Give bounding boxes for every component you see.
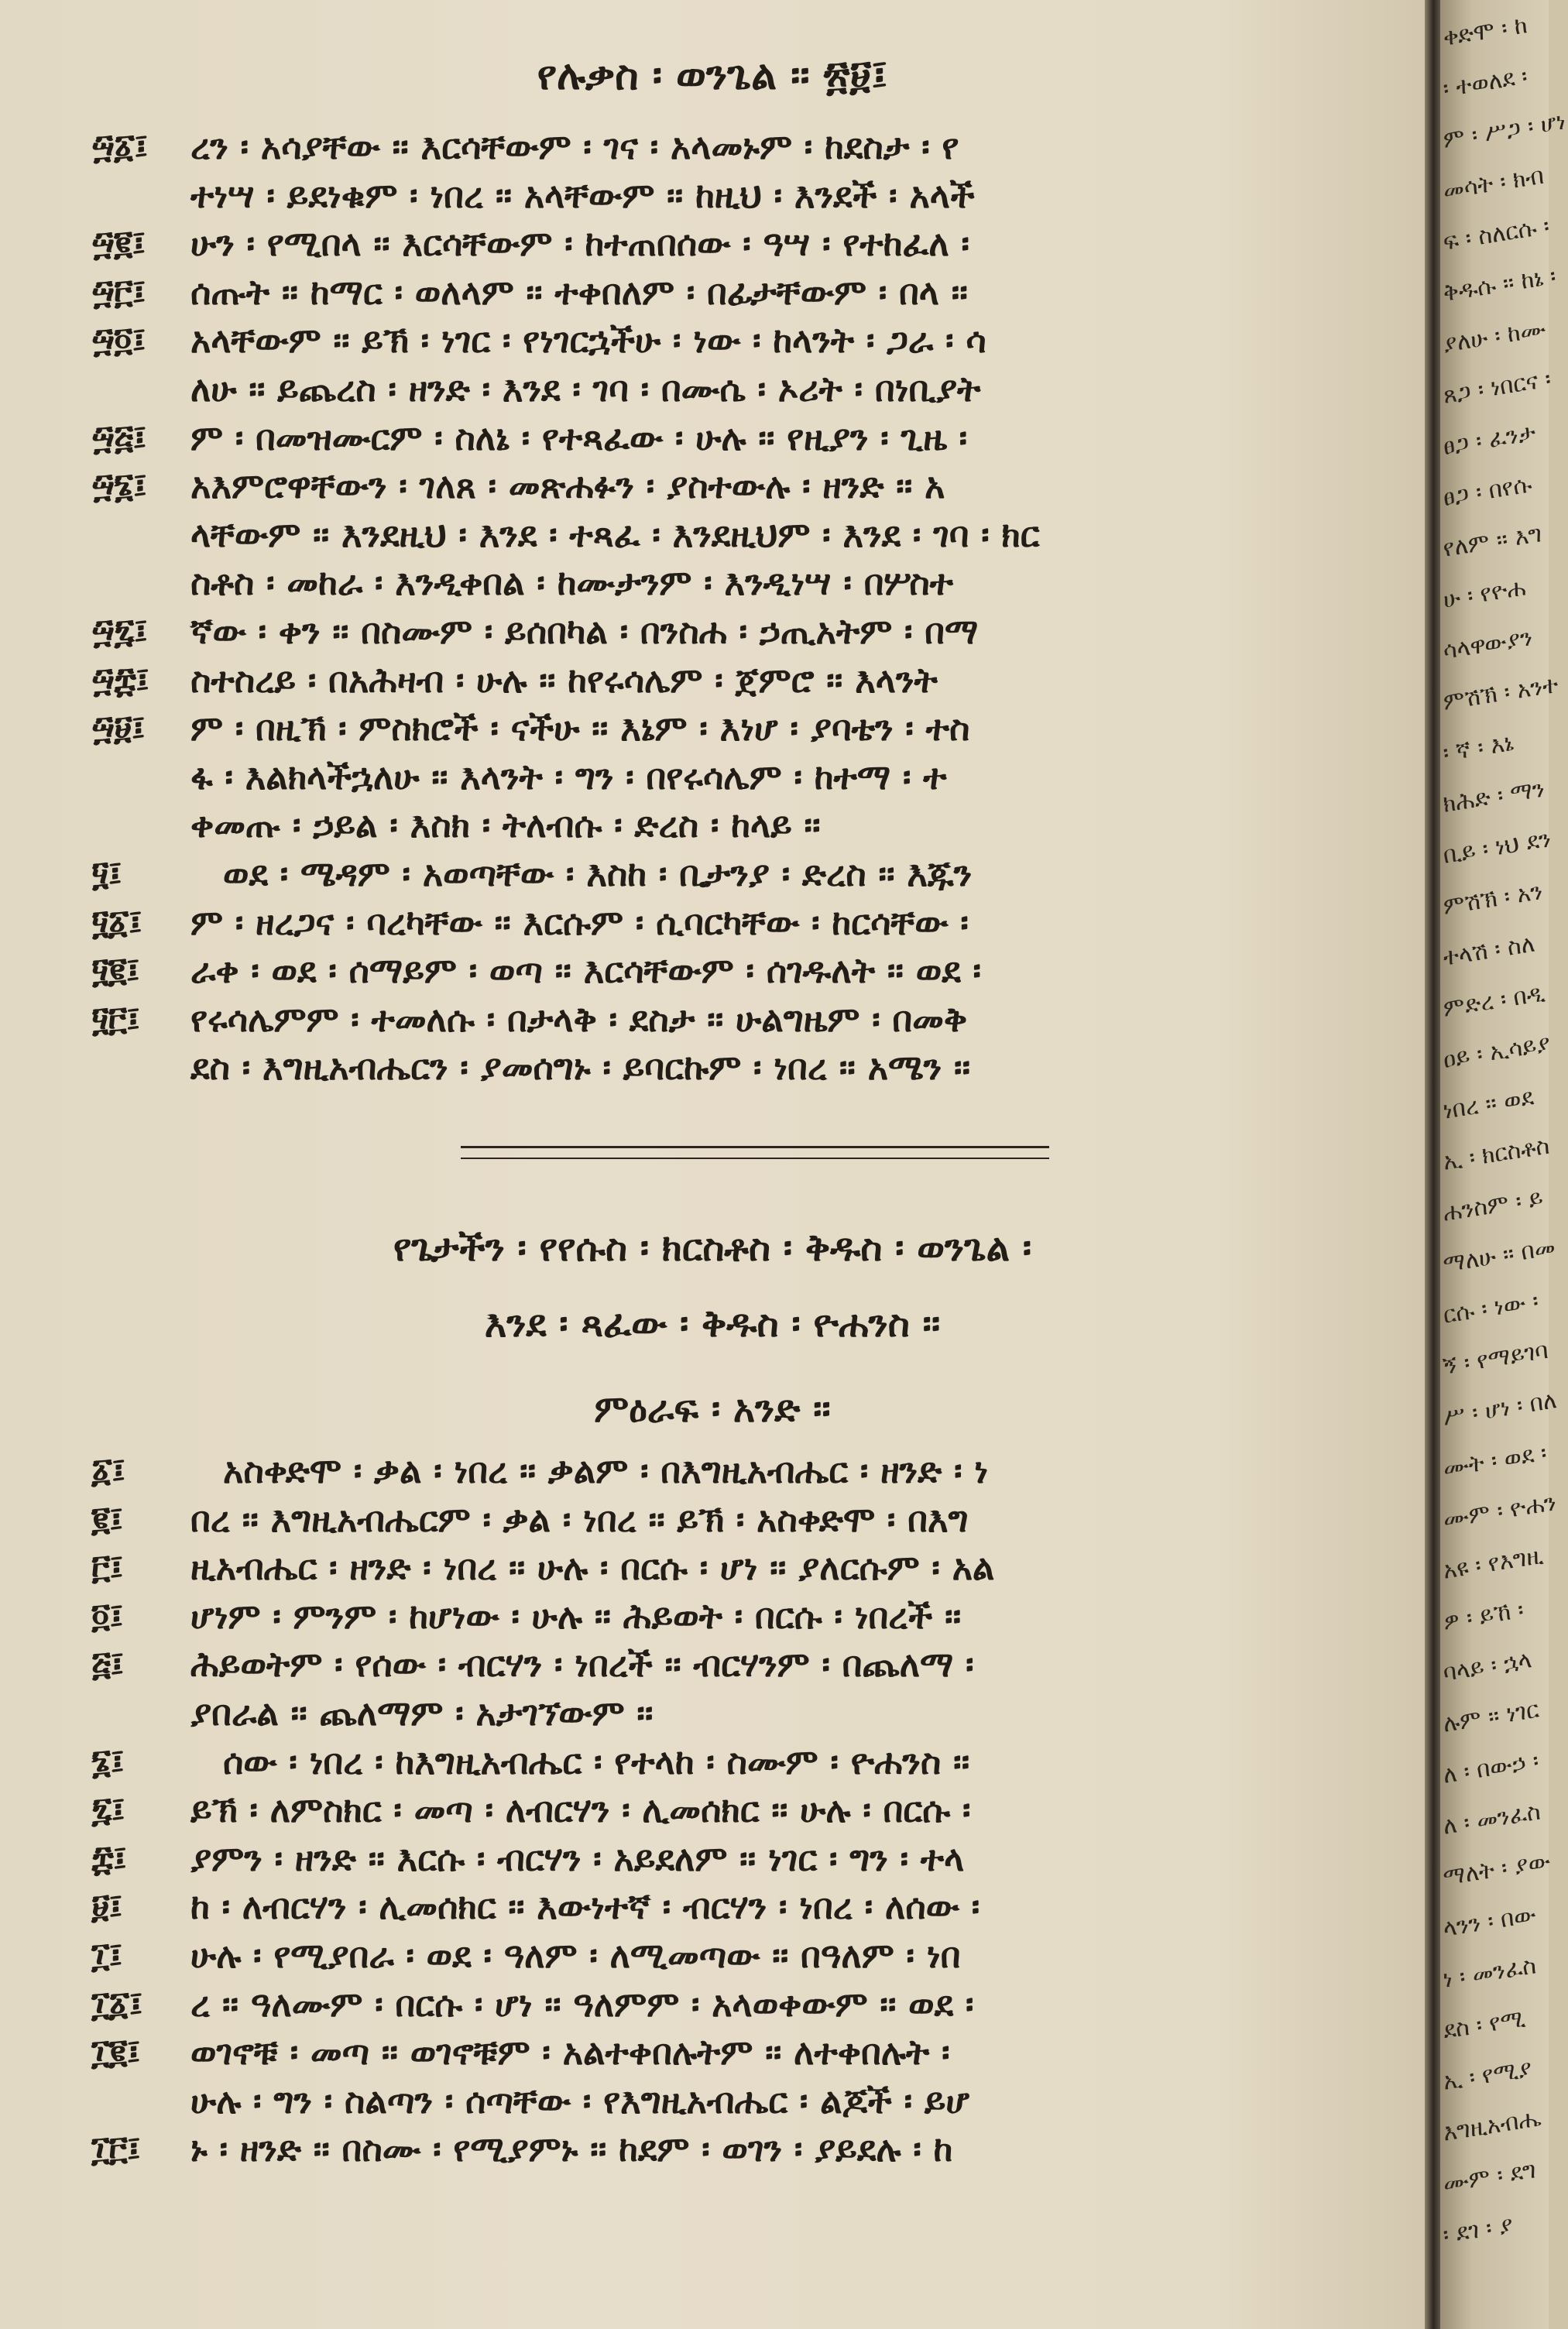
verse-text: ይኽ ፡ ለምስክር ፡ መጣ ፡ ለብርሃን ፡ ሊመሰክር ፡፡ ሁሉ ፡ በርሱ ፡ bbox=[190, 1789, 971, 1831]
facing-page-fragment: ፡ ተወለደ ፡ bbox=[1441, 63, 1530, 103]
verse-number: ፲፩፤ bbox=[91, 1984, 142, 2024]
verse-number: ፶፤ bbox=[91, 854, 122, 894]
verse-number: ፵፱፤ bbox=[91, 708, 145, 749]
facing-page-fragment: አዩ ፡ የእግዚ bbox=[1441, 1542, 1546, 1585]
verse-number: ፬፤ bbox=[91, 1596, 123, 1636]
facing-page-fragment: ሳላዋውያን bbox=[1441, 624, 1535, 665]
verse-text: ለሁ ፡፡ ይጨረስ ፡ ዘንድ ፡ እንደ ፡ ገባ ፡ በሙሴ ፡ ኦሪት ፡ በነቢያት bbox=[190, 369, 981, 410]
facing-page-fragment: ደስ ፡ የሚ bbox=[1441, 2005, 1528, 2045]
facing-page-fragment: ዐይ ፡ ኢሳይያ bbox=[1441, 1030, 1553, 1074]
facing-page-fragment: እግዚአብሔ bbox=[1441, 2104, 1543, 2147]
verse-text: ራቀ ፡ ወደ ፡ ሰማይም ፡ ወጣ ፡፡ እርሳቸውም ፡ ሰገዱለት ፡፡ ወደ ፡ bbox=[190, 950, 982, 992]
verse-number: ፵፰፤ bbox=[91, 660, 149, 700]
facing-page-fragment: ኢ ፡ ክርስቶስ bbox=[1441, 1132, 1552, 1176]
facing-page-fragment: ቢይ ፡ ነህ ደን bbox=[1441, 825, 1553, 870]
verse-number: ፮፤ bbox=[91, 1741, 124, 1782]
verse-text: ዚአብሔር ፡ ዘንድ ፡ ነበረ ፡፡ ሁሉ ፡ በርሱ ፡ ሆነ ፡፡ ያለርሱም ፡ አል bbox=[190, 1547, 995, 1589]
facing-page-fragment: ም ፡ ሥጋ ፡ ሆነ bbox=[1441, 108, 1568, 154]
chapter-title: ምዕራፍ ፡ አንድ ፡፡ bbox=[594, 1387, 831, 1431]
verse-number: ፵፩፤ bbox=[91, 127, 148, 166]
verse-text: ያበራል ፡፡ ጨለማም ፡ አታገኘውም ፡፡ bbox=[190, 1693, 654, 1734]
verse-number: ፵፯፤ bbox=[91, 612, 147, 651]
verse-text: ወገኖቹ ፡ መጣ ፡፡ ወገኖቹም ፡ አልተቀበሉትም ፡፡ ለተቀበሉት ፡ bbox=[190, 2032, 950, 2073]
verse-number: ፭፤ bbox=[91, 1645, 124, 1685]
verse-text: ስተስረይ ፡ በአሕዛብ ፡ ሁሉ ፡፡ ከየሩሳሌም ፡ ጀምሮ ፡፡ እላንት bbox=[190, 659, 938, 701]
facing-page-fragment: ክሕድ ፡ ማን bbox=[1441, 775, 1547, 818]
verse-text: ሆነም ፡ ምንም ፡ ከሆነው ፡ ሁሉ ፡፡ ሕይወት ፡ በርሱ ፡ ነበረች ፡፡ bbox=[190, 1595, 962, 1637]
verse-number: ፲፤ bbox=[91, 1936, 122, 1975]
verse-number bbox=[91, 365, 172, 414]
verse-number: ፶፫፤ bbox=[91, 999, 139, 1039]
verse-text: ወደ ፡ ሜዳም ፡ አወጣቸው ፡ እስከ ፡ ቢታንያ ፡ ድረስ ፡፡ እጁን bbox=[223, 853, 973, 894]
facing-page-edge bbox=[1440, 0, 1568, 2329]
verse-text: ም ፡ በዚኽ ፡ ምስክሮች ፡ ናችሁ ፡፡ እኔም ፡ እነሆ ፡ ያባቴን ፡ ተስ bbox=[190, 708, 970, 749]
facing-page-fragment: የለም ፡፡ እግ bbox=[1441, 520, 1544, 563]
section-divider bbox=[461, 1146, 1049, 1159]
verse-number: ፲፪፤ bbox=[91, 2032, 140, 2073]
verse-text: ሁን ፡ የሚበላ ፡፡ እርሳቸውም ፡ ከተጠበሰው ፡ ዓሣ ፡ የተከፈለ ፡ bbox=[190, 223, 970, 265]
facing-page-fragment: ፡ ኛ ፡ እኔ bbox=[1441, 729, 1516, 767]
facing-page-fragment: ፀጋ ፡ ፈንታ bbox=[1441, 419, 1538, 461]
facing-page-fragment: ሙም ፡ ደግ bbox=[1441, 2156, 1539, 2198]
verse-text: ሁሉ ፡ ግን ፡ ስልጣን ፡ ሰጣቸው ፡ የእግዚአብሔር ፡ ልጆች ፡ ይሆ bbox=[190, 2080, 970, 2121]
facing-page-fragment: ኝ ፡ የማይገባ bbox=[1441, 1336, 1550, 1381]
verse-number: ፵፫፤ bbox=[91, 272, 146, 312]
verse-text: ከ ፡ ለብርሃን ፡ ሊመሰክር ፡፡ እውነተኛ ፡ ብርሃን ፡ ነበረ ፡ ለሰው ፡ bbox=[190, 1886, 980, 1928]
verse-text: ረ ፡፡ ዓለሙም ፡ በርሱ ፡ ሆነ ፡፡ ዓለምም ፡ አላወቀውም ፡፡ ወደ ፡ bbox=[190, 1983, 974, 2025]
verse-text: ሕይወትም ፡ የሰው ፡ ብርሃን ፡ ነበረች ፡፡ ብርሃንም ፡ በጨለማ ፡ bbox=[190, 1644, 974, 1686]
verse-text: ቀመጡ ፡ ኃይል ፡ እስክ ፡ ትለብሱ ፡ ድረስ ፡ ከላይ ፡፡ bbox=[190, 804, 821, 846]
verse-number bbox=[91, 753, 172, 802]
facing-page-fragment: ላንን ፡ በው bbox=[1441, 1901, 1539, 1943]
facing-page-fragment: ባላይ ፡ ኋላ bbox=[1441, 1646, 1534, 1687]
verse-text: አላቸውም ፡፡ ይኽ ፡ ነገር ፡ የነገርኋችሁ ፡ ነው ፡ ከላንት ፡ ጋራ ፡ ሳ bbox=[190, 320, 986, 362]
verse-text: ም ፡ ዘረጋና ፡ ባረካቸው ፡፡ እርሱም ፡ ሲባርካቸው ፡ ከርሳቸው ፡ bbox=[190, 901, 969, 943]
facing-page-fragment: ሁ ፡ የዮሐ bbox=[1441, 574, 1528, 614]
verse-text: ደስ ፡ እግዚአብሔርን ፡ ያመሰግኑ ፡ ይባርኩም ፡ ነበረ ፡፡ አሜን ፡፡ bbox=[190, 1047, 971, 1089]
facing-page-fragment: ሉም ፡፡ ነገር bbox=[1441, 1696, 1542, 1738]
verse-number: ፫፤ bbox=[91, 1548, 123, 1588]
verse-text: ተነሣ ፡ ይደነቁም ፡ ነበረ ፡፡ አላቸውም ፡፡ ከዚህ ፡ እንደች ፡ አላች bbox=[190, 174, 975, 216]
verse-number: ፵፮፤ bbox=[91, 466, 146, 506]
facing-page-fragment: ርሱ ፡ ነው ፡ bbox=[1441, 1287, 1541, 1329]
verse-number bbox=[91, 171, 172, 221]
facing-page-fragment: ቀድሞ ፡ ከ bbox=[1441, 12, 1529, 52]
verse-text: ኛው ፡ ቀን ፡፡ በስሙም ፡ ይሰበካል ፡ በንስሐ ፡ ኃጢአትም ፡ በማ bbox=[190, 611, 979, 652]
facing-page-fragment: ቅዱሱ ፡፡ ከኔ ፡ bbox=[1441, 262, 1558, 307]
book-subtitle: እንደ ፡ ጻፈው ፡ ቅዱስ ፡ ዮሐንስ ፡፡ bbox=[484, 1302, 941, 1346]
verse-text: ላቸውም ፡፡ እንደዚህ ፡ እንደ ፡ ተጻፈ ፡ እንደዚህም ፡ እንደ ፡ ገባ ፡ ክር bbox=[190, 513, 1040, 555]
facing-page-fragment: ምድረ ፡ በዲ bbox=[1441, 979, 1547, 1023]
verse-text: ፋ ፡ እልክላችኋለሁ ፡፡ እላንት ፡ ግን ፡ በየሩሳሌም ፡ ከተማ ፡ ተ bbox=[190, 756, 947, 797]
verse-text: ሰው ፡ ነበረ ፡ ከእግዚአብሔር ፡ የተላከ ፡ ስሙም ፡ ዮሐንስ ፡፡ bbox=[223, 1741, 970, 1782]
verse-text: ሁሉ ፡ የሚያበራ ፡ ወደ ፡ ዓለም ፡ ለሚመጣው ፡፡ በዓለም ፡ ነበ bbox=[190, 1935, 961, 1976]
facing-page-fragment: ፡ ደገ ፡ ያ bbox=[1441, 2211, 1515, 2249]
verse-text: ያምን ፡ ዘንድ ፡፡ እርሱ ፡ ብርሃን ፡ አይደለም ፡፡ ነገር ፡ ግን ፡ ተላ bbox=[190, 1837, 965, 1879]
verse-number: ፵፪፤ bbox=[91, 224, 146, 264]
verse-number: ፯፤ bbox=[91, 1790, 125, 1830]
verse-number: ፰፤ bbox=[91, 1838, 126, 1878]
verse-text: በረ ፡፡ እግዚአብሔርም ፡ ቃል ፡ ነበረ ፡፡ ይኽ ፡ አስቀድሞ ፡ በእግ bbox=[190, 1498, 969, 1540]
facing-page-fragment: ነበረ ፡፡ ወደ bbox=[1441, 1083, 1536, 1125]
verse-number bbox=[91, 510, 172, 560]
facing-page-fragment: ፍ ፡ ስለርሱ ፡ bbox=[1441, 212, 1552, 256]
verse-number bbox=[91, 2077, 172, 2126]
facing-page-fragment: ነ ፡ መንፈስ bbox=[1441, 1952, 1539, 1994]
verse-number bbox=[91, 558, 172, 608]
verse-number: ፵፭፤ bbox=[91, 417, 146, 458]
verse-text: ስቶስ ፡ መከራ ፡ እንዲቀበል ፡ ከሙታንም ፡ እንዲነሣ ፡ በሦስተ bbox=[190, 562, 953, 604]
facing-page-fragment: ማለሁ ፡፡ በመ bbox=[1441, 1233, 1558, 1278]
verse-text: ረን ፡ አሳያቸው ፡፡ እርሳቸውም ፡ ገና ፡ አላመኑም ፡ ከደስታ ፡ የ bbox=[190, 126, 959, 167]
verse-number: ፵፬፤ bbox=[91, 321, 146, 361]
verse-number bbox=[91, 1043, 172, 1092]
verse-number: ፩፤ bbox=[91, 1451, 125, 1490]
running-head: የሉቃስ ፡ ወንጌል ፡፡ ፳፱፤ bbox=[537, 53, 888, 99]
verse-text: አስቀድሞ ፡ ቃል ፡ ነበረ ፡፡ ቃልም ፡ በእግዚአብሔር ፡ ዘንድ ፡ ነ bbox=[223, 1450, 989, 1491]
facing-page-fragment: ሥ ፡ ሆነ ፡ በለ bbox=[1441, 1387, 1559, 1432]
verse-number bbox=[91, 801, 172, 850]
facing-page-fragment: ተላሽ ፡ ስለ bbox=[1441, 930, 1537, 972]
facing-page-fragment: ሙም ፡ ዮሐን bbox=[1441, 1489, 1559, 1534]
facing-page-fragment: ማለት ፡ ያው bbox=[1441, 1847, 1553, 1892]
verse-number: ፲፫፤ bbox=[91, 2129, 140, 2170]
book-title: የጌታችን ፡ የየሱስ ፡ ክርስቶስ ፡ ቅዱስ ፡ ወንጌል ፡ bbox=[393, 1226, 1032, 1270]
facing-page-fragment: ያለሁ ፡ ከሙ bbox=[1441, 315, 1548, 358]
facing-page-fragment: ለ ፡ መንፈስ bbox=[1441, 1798, 1542, 1840]
verse-number: ፶፩፤ bbox=[91, 902, 142, 942]
facing-page-fragment: ኢ ፡ የሚያ bbox=[1441, 2055, 1534, 2096]
book-spine bbox=[1425, 0, 1440, 2329]
verse-number: ፱፤ bbox=[91, 1887, 122, 1927]
facing-page-fragment: መሳት ፡ ክብ bbox=[1441, 162, 1546, 205]
verse-text: የሩሳሌምም ፡ ተመለሱ ፡ በታላቅ ፡ ደስታ ፡፡ ሁልግዜም ፡ በመቅ bbox=[190, 998, 968, 1040]
facing-page-fragment: ምሽኽ ፡ አን bbox=[1441, 877, 1545, 921]
verse-number bbox=[91, 1689, 172, 1738]
facing-page-fragment: ምሽኽ ፡ አንተ bbox=[1441, 671, 1560, 716]
facing-page-fragment: ዎ ፡ ይኸ ፡ bbox=[1441, 1596, 1526, 1636]
verse-number: ፶፪፤ bbox=[91, 951, 139, 991]
facing-page-fragment: ሙት ፡ ወደ ፡ bbox=[1441, 1439, 1549, 1483]
facing-page-fragment: ሐንስም ፡ ይ bbox=[1441, 1184, 1546, 1227]
verse-text: ኑ ፡ ዘንድ ፡፡ በስሙ ፡ የሚያምኑ ፡፡ ከደም ፡ ወገን ፡ ያይደሉ ፡ ከ bbox=[190, 2128, 953, 2170]
facing-page-fragment: ጸጋ ፡ ነበርና ፡ bbox=[1441, 365, 1553, 410]
facing-page-fragment: ለ ፡ በውኃ ፡ bbox=[1441, 1747, 1541, 1789]
verse-text: ም ፡ በመዝሙርም ፡ ስለኔ ፡ የተጻፈው ፡ ሁሉ ፡፡ የዚያን ፡ ጊዜ ፡ bbox=[190, 417, 968, 458]
verse-text: አእምሮዋቸውን ፡ ገለጸ ፡ መጽሐፉን ፡ ያስተውሉ ፡ ዘንድ ፡፡ አ bbox=[190, 465, 945, 507]
facing-page-fragment: ፀጋ ፡ በየሱ bbox=[1441, 471, 1534, 512]
verse-number: ፪፤ bbox=[91, 1499, 123, 1539]
verse-text: ሰጡት ፡፡ ከማር ፡ ወለላም ፡፡ ተቀበለም ፡ በፊታቸውም ፡ በላ ፡፡ bbox=[190, 271, 968, 313]
